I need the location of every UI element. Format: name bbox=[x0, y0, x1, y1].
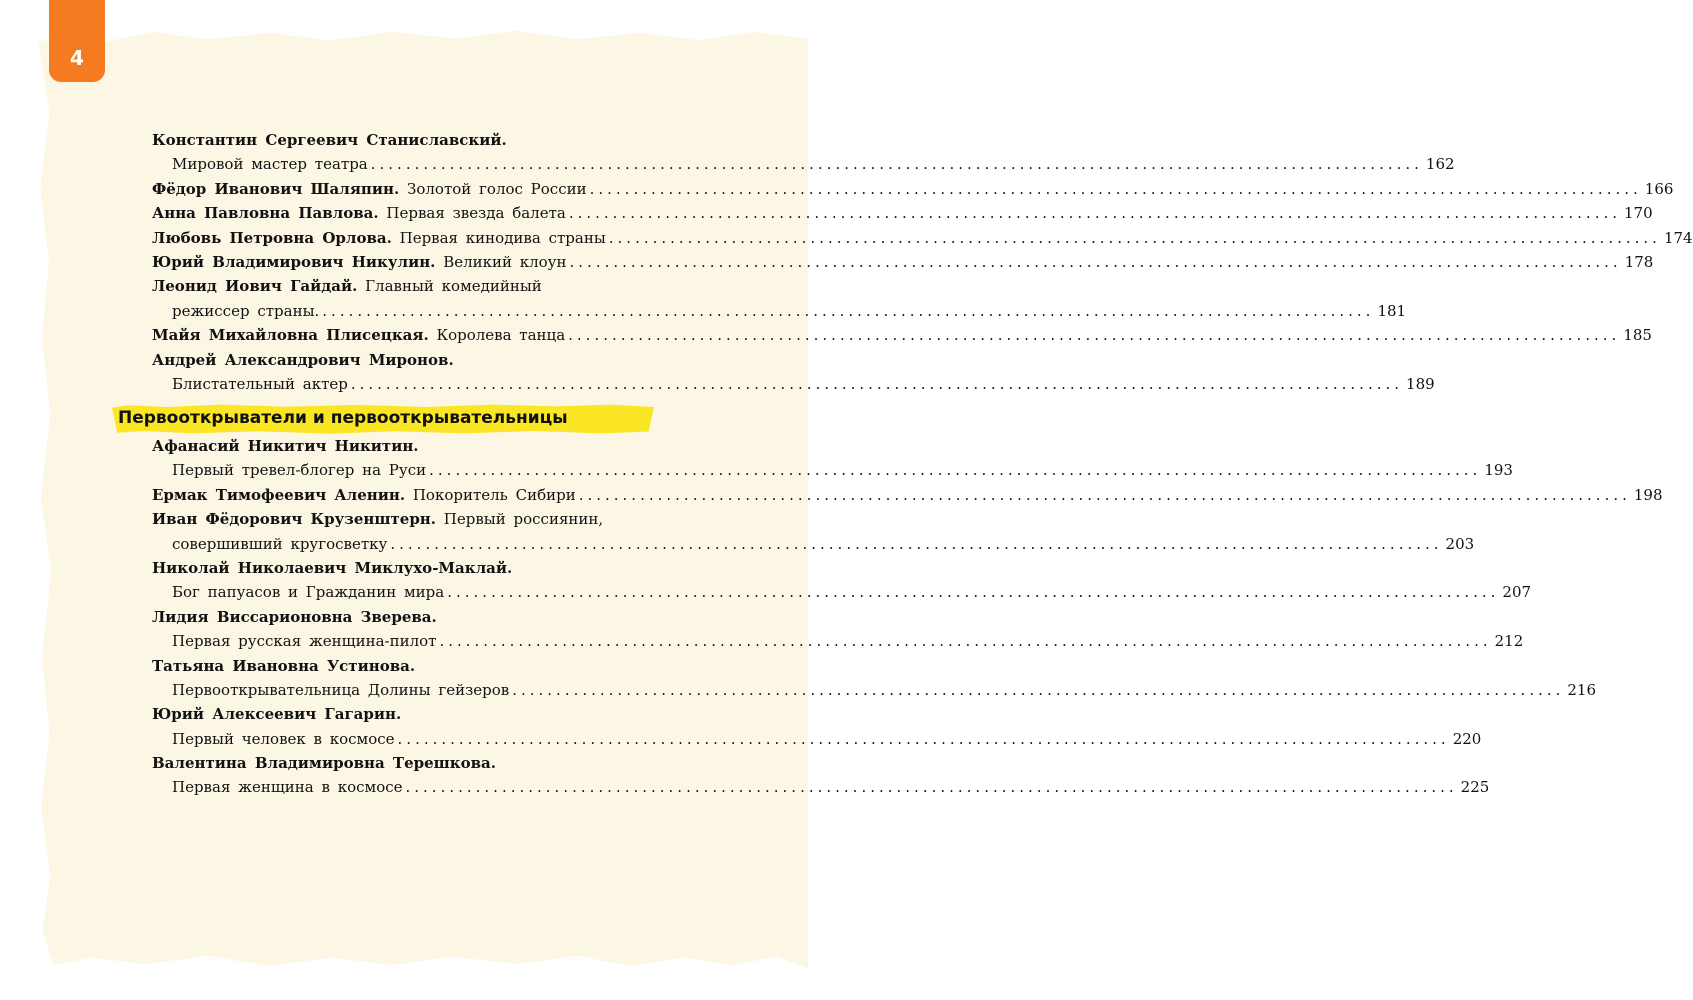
entry-subtitle: Первая русская женщина-пилот bbox=[172, 632, 437, 651]
entry-page: 189 bbox=[1406, 374, 1435, 393]
entry-heading bbox=[152, 507, 603, 531]
toc-entry[interactable] bbox=[152, 323, 1652, 347]
entry-subtitle: Королева танца bbox=[436, 326, 566, 345]
entry-name: Николай Николаевич Миклухо-Маклай. bbox=[152, 558, 513, 577]
section-title: Первооткрыватели и первооткрывательницы bbox=[118, 408, 568, 428]
toc-entry[interactable] bbox=[152, 483, 1663, 507]
entry-subtitle: Первооткрывательница Долины гейзеров bbox=[172, 680, 510, 699]
entry-page: 203 bbox=[1445, 534, 1475, 553]
toc-entry[interactable] bbox=[152, 274, 1407, 323]
toc-entry-line bbox=[152, 434, 717, 458]
toc-entry-line bbox=[152, 274, 717, 298]
toc-entry[interactable] bbox=[152, 177, 1674, 201]
dot-leader: ........................................................................................................................ bbox=[512, 680, 1565, 699]
entry-page: 198 bbox=[1633, 485, 1663, 504]
entry-name: Леонид Иович Гайдай. bbox=[152, 277, 358, 296]
entry-name: Андрей Александрович Миронов. bbox=[152, 350, 454, 369]
entry-name: Фёдор Иванович Шаляпин. bbox=[152, 179, 400, 198]
entry-page: 178 bbox=[1624, 252, 1654, 271]
toc-entry-line bbox=[152, 629, 1524, 653]
dot-leader: ........................................................................................................................ bbox=[589, 179, 1642, 198]
toc-entry[interactable] bbox=[152, 348, 1435, 397]
toc-entry-line bbox=[152, 372, 1435, 396]
toc-entry[interactable] bbox=[152, 654, 1597, 703]
entry-heading bbox=[152, 348, 454, 372]
toc-entry-line bbox=[152, 177, 1674, 201]
toc-entry-line bbox=[152, 580, 1532, 604]
entry-subtitle: Мировой мастер театра bbox=[172, 155, 368, 174]
entry-name: Константин Сергеевич Станиславский. bbox=[152, 131, 507, 149]
dot-leader: ........................................................................................................................ bbox=[397, 729, 1450, 748]
entry-subtitle: Великий клоун bbox=[443, 252, 567, 271]
dot-leader: ........................................................................................................................ bbox=[370, 155, 1423, 174]
dot-leader: ........................................................................................................................ bbox=[322, 301, 1375, 320]
entry-page: 216 bbox=[1567, 680, 1597, 699]
entry-page: 174 bbox=[1663, 228, 1693, 247]
entry-name: Лидия Виссарионовна Зверева. bbox=[152, 607, 437, 626]
entry-heading bbox=[152, 323, 565, 347]
toc-entry-line bbox=[152, 201, 1653, 225]
toc-entry-line bbox=[152, 678, 1597, 702]
toc-entry[interactable] bbox=[152, 201, 1653, 225]
entry-subtitle: Первый тревел-блогер на Руси bbox=[172, 461, 427, 480]
entry-subtitle: совершивший кругосветку bbox=[172, 534, 388, 553]
entry-heading bbox=[152, 226, 606, 250]
entry-page: 207 bbox=[1502, 583, 1532, 602]
entry-subtitle: Первая звезда балета bbox=[386, 204, 566, 223]
toc-entry-line bbox=[152, 128, 717, 152]
dot-leader: ........................................................................................................................ bbox=[569, 252, 1622, 271]
entry-heading bbox=[152, 483, 576, 507]
dot-leader: ........................................................................................................................ bbox=[608, 228, 1661, 247]
entry-page: 170 bbox=[1624, 204, 1653, 223]
entry-subtitle: Первый человек в космосе bbox=[172, 729, 395, 748]
entry-page: 220 bbox=[1452, 729, 1482, 748]
entry-subtitle: Золотой голос России bbox=[407, 179, 587, 198]
toc-entry-line bbox=[152, 507, 717, 531]
entry-heading bbox=[152, 201, 566, 225]
dot-leader: ........................................................................................................................ bbox=[439, 632, 1492, 651]
entry-subtitle: Первая женщина в космосе bbox=[172, 778, 403, 797]
entry-subtitle: режиссер страны. bbox=[172, 301, 320, 320]
entry-heading bbox=[152, 702, 401, 726]
entry-page: 193 bbox=[1484, 461, 1513, 480]
toc-entry[interactable] bbox=[152, 702, 1482, 751]
dot-leader: ........................................................................................................................ bbox=[568, 204, 1621, 223]
dot-leader: ........................................................................................................................ bbox=[350, 374, 1404, 393]
entry-subtitle: Первая кинодива страны bbox=[399, 228, 606, 247]
toc-entry-line bbox=[152, 654, 717, 678]
toc-entry-line bbox=[152, 727, 1482, 751]
toc-entry[interactable] bbox=[152, 226, 1693, 250]
toc-entry-line bbox=[152, 483, 1663, 507]
toc-entry-line bbox=[152, 323, 1652, 347]
toc-entry-line bbox=[152, 751, 717, 775]
toc-entry[interactable] bbox=[152, 128, 1455, 177]
entry-page: 185 bbox=[1623, 326, 1652, 345]
entry-heading bbox=[152, 605, 437, 629]
entry-subtitle: Первый россиянин, bbox=[443, 510, 604, 529]
entry-name: Анна Павловна Павлова. bbox=[152, 204, 379, 223]
entry-page: 181 bbox=[1377, 301, 1407, 320]
entry-name: Юрий Владимирович Никулин. bbox=[152, 252, 436, 271]
toc-entry-line bbox=[152, 299, 1407, 323]
entry-name: Майя Михайловна Плисецкая. bbox=[152, 326, 429, 345]
entry-name: Иван Фёдорович Крузенштерн. bbox=[152, 510, 437, 529]
toc-entry[interactable] bbox=[152, 751, 1490, 800]
entry-heading bbox=[152, 177, 587, 201]
toc-list-artists bbox=[152, 128, 1693, 396]
entry-heading bbox=[152, 250, 567, 274]
toc-entry[interactable] bbox=[152, 434, 1513, 483]
dot-leader: ........................................................................................................................ bbox=[405, 778, 1458, 797]
entry-subtitle: Бог папуасов и Гражданин мира bbox=[172, 583, 445, 602]
entry-page: 212 bbox=[1494, 632, 1524, 651]
entry-name: Валентина Владимировна Терешкова. bbox=[152, 754, 496, 773]
entry-heading bbox=[152, 128, 507, 152]
dot-leader: ........................................................................................................................ bbox=[447, 583, 1500, 602]
dot-leader: ........................................................................................................................ bbox=[578, 485, 1631, 504]
toc-entry-line bbox=[152, 226, 1693, 250]
toc-entry-line bbox=[152, 556, 717, 580]
dot-leader: ........................................................................................................................ bbox=[429, 461, 1482, 480]
toc-entry-line bbox=[152, 532, 1475, 556]
entry-name: Афанасий Никитич Никитин. bbox=[152, 437, 419, 455]
toc-list-explorers bbox=[152, 434, 1663, 800]
entry-subtitle: Главный комедийный bbox=[365, 277, 542, 296]
toc-entry-line bbox=[152, 775, 1490, 799]
toc-entry-line bbox=[152, 702, 717, 726]
entry-page: 166 bbox=[1644, 179, 1674, 198]
toc-entry[interactable] bbox=[152, 605, 1524, 654]
entry-heading bbox=[152, 654, 415, 678]
entry-name: Ермак Тимофеевич Аленин. bbox=[152, 485, 406, 504]
entry-page: 225 bbox=[1460, 778, 1490, 797]
toc-entry-line bbox=[152, 250, 1654, 274]
entry-heading bbox=[152, 274, 542, 298]
dot-leader: ........................................................................................................................ bbox=[568, 326, 1621, 345]
toc-entry[interactable] bbox=[152, 250, 1654, 274]
entry-subtitle: Блистательный актер bbox=[172, 374, 348, 393]
dot-leader: ........................................................................................................................ bbox=[390, 534, 1443, 553]
entry-name: Юрий Алексеевич Гагарин. bbox=[152, 705, 402, 724]
entry-heading bbox=[152, 556, 512, 580]
toc-entry-line bbox=[152, 605, 717, 629]
toc-entry[interactable] bbox=[152, 556, 1532, 605]
toc-entry-line bbox=[152, 152, 1455, 176]
entry-heading bbox=[152, 751, 496, 775]
page-number: 4 bbox=[49, 0, 105, 82]
toc-entry[interactable] bbox=[152, 507, 1475, 556]
entry-heading bbox=[152, 434, 419, 458]
entry-name: Любовь Петровна Орлова. bbox=[152, 228, 392, 247]
toc-entry-line bbox=[152, 348, 717, 372]
entry-subtitle: Покоритель Сибири bbox=[412, 485, 576, 504]
entry-page: 162 bbox=[1425, 155, 1455, 174]
toc-entry-line bbox=[152, 458, 1513, 482]
entry-name: Татьяна Ивановна Устинова. bbox=[152, 656, 416, 675]
